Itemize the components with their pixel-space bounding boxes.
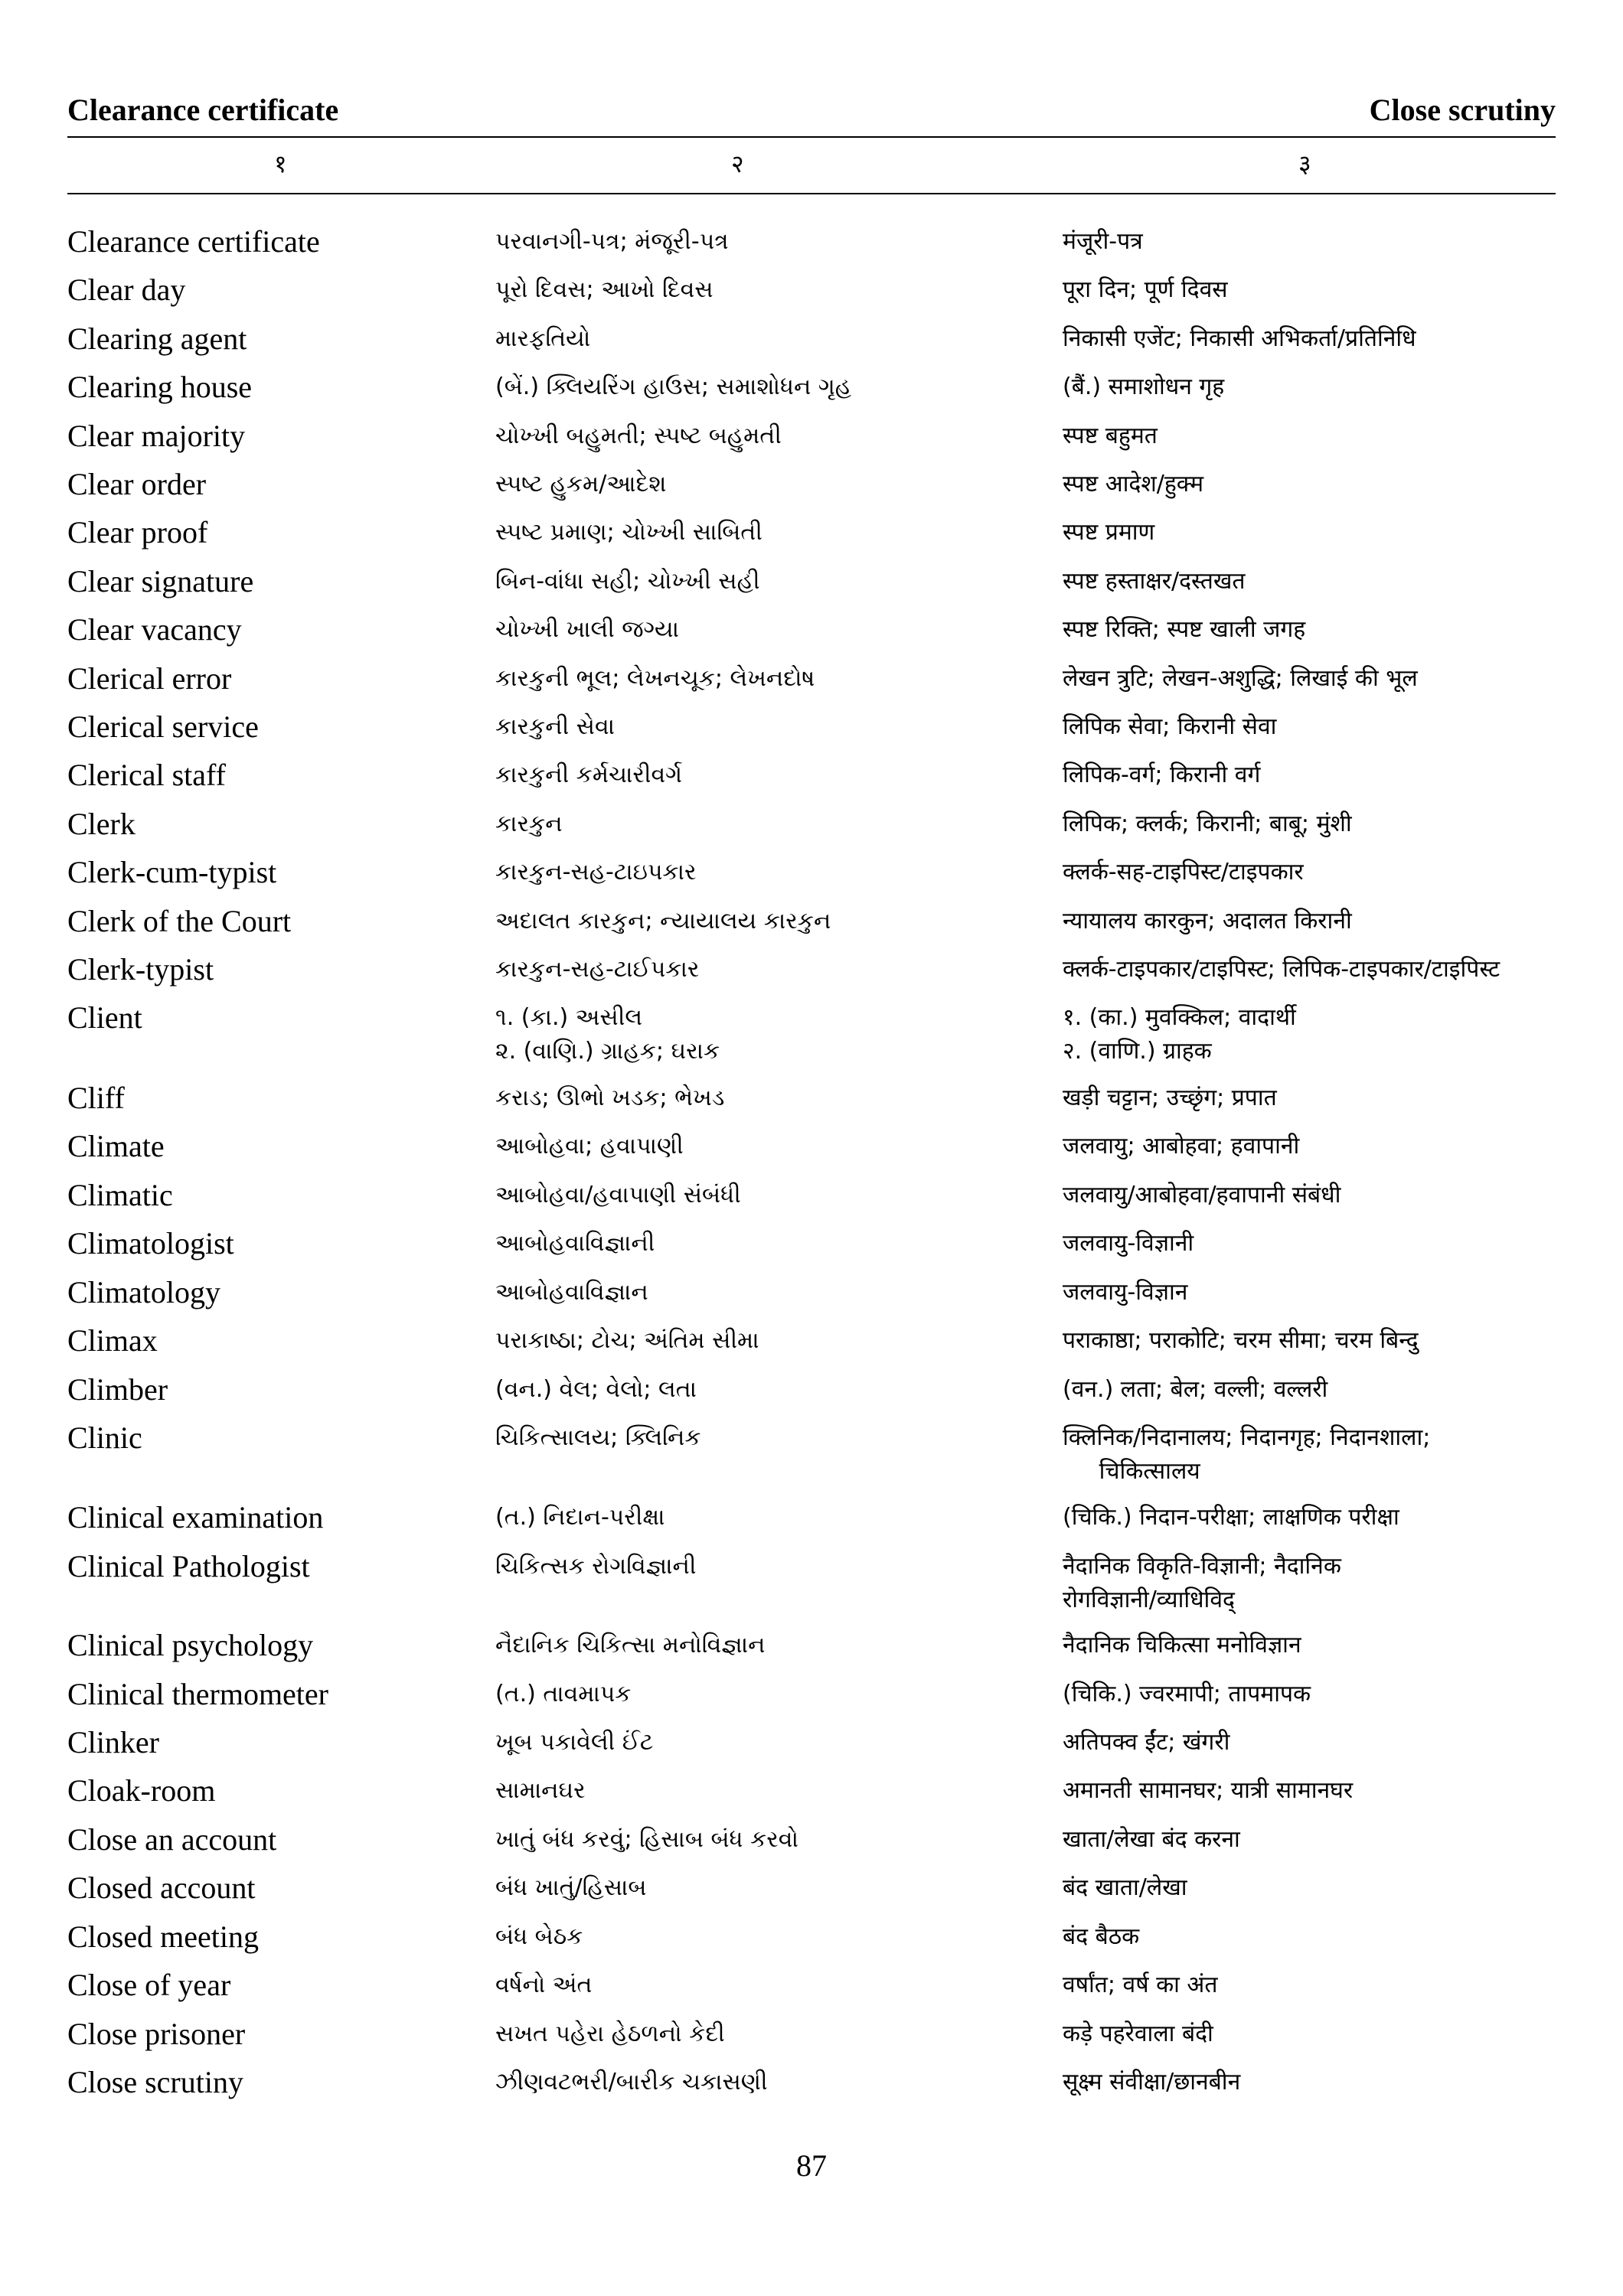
english-term: Clear majority: [67, 419, 246, 453]
hindi-line: खाता/लेखा बंद करना: [1063, 1826, 1240, 1853]
hindi-line: (बैं.) समाशोधन गृह: [1063, 373, 1225, 400]
english-term: Close of year: [67, 1968, 231, 2002]
gujarati-line: અદાલત કારકુન; ન્યાયાલય કારકુન: [495, 908, 831, 934]
gujarati-line: સામાનઘર: [495, 1777, 586, 1804]
english-term: Closed account: [67, 1870, 256, 1905]
hindi-equivalent: [1063, 1678, 1311, 1711]
gujarati-line: પરવાનગી-પત્ર; મંજૂરી-પત્ર: [495, 228, 729, 255]
gujarati-line: ચિકિત્સાલય; ક્લિનિક: [495, 1424, 701, 1451]
hindi-line: १. (का.) मुवक्किल; वादार्थी: [1063, 1004, 1296, 1031]
running-head-last-term: Close scrutiny: [1369, 93, 1556, 127]
hindi-equivalent: [1063, 565, 1245, 598]
gujarati-equivalent: [495, 2017, 725, 2051]
gujarati-equivalent: [495, 1324, 759, 1358]
hindi-equivalent: [1063, 1001, 1296, 1068]
hindi-equivalent: [1063, 468, 1203, 501]
gujarati-equivalent: [495, 905, 831, 938]
hindi-line: अमानती सामानघर; यात्री सामानघर: [1063, 1777, 1354, 1804]
gujarati-equivalent: [495, 1678, 631, 1711]
hindi-equivalent: [1063, 2066, 1240, 2099]
gujarati-line: ચોખ્ખી બહુમતી; સ્પષ્ટ બહુમતી: [495, 422, 782, 449]
hindi-line: बंद बैठक: [1063, 1923, 1140, 1950]
hindi-equivalent: [1063, 807, 1352, 841]
english-term: Clearing agent: [67, 321, 247, 356]
gujarati-line: આબોહવા; હવાપાણી: [495, 1133, 684, 1159]
gujarati-equivalent: [495, 1373, 697, 1407]
hindi-line: स्पष्ट रिक्ति; स्पष्ट खाली जगह: [1063, 616, 1306, 643]
gujarati-line: નૈદાનિક ચિકિત્સા મનોવિજ્ઞાન: [495, 1632, 766, 1658]
gujarati-equivalent: [495, 468, 666, 501]
gujarati-line: કરાડ; ઊભો ખડક; ભેખડ: [495, 1084, 725, 1111]
gujarati-equivalent: [495, 1081, 724, 1115]
hindi-equivalent: [1063, 419, 1158, 453]
gujarati-line: ૧. (કા.) અસીલ: [495, 1004, 642, 1031]
hindi-line: क्लर्क-सह-टाइपिस्ट/टाइपकार: [1063, 859, 1304, 885]
english-term: Clerk-typist: [67, 952, 214, 987]
gujarati-equivalent: [495, 1001, 720, 1068]
hindi-equivalent: [1063, 1421, 1430, 1489]
page-number: 87: [796, 2148, 827, 2183]
gujarati-equivalent: [495, 1550, 696, 1583]
hindi-equivalent: [1063, 1774, 1353, 1808]
gujarati-line: આબોહવા/હવાપાણી સંબંધી: [495, 1182, 741, 1208]
column-number-english: १: [274, 149, 287, 178]
hindi-equivalent: [1063, 322, 1416, 356]
hindi-line: स्पष्ट प्रमाण: [1063, 519, 1155, 546]
hindi-equivalent: [1063, 1324, 1419, 1358]
hindi-line: जलवायु-विज्ञान: [1063, 1279, 1188, 1306]
gujarati-equivalent: [495, 1179, 741, 1212]
hindi-equivalent: [1063, 1968, 1217, 2002]
hindi-line: क्लिनिक/निदानालय; निदानगृह; निदानशाला;: [1063, 1424, 1431, 1451]
hindi-line: जलवायु-विज्ञानी: [1063, 1230, 1194, 1257]
english-term: Clear signature: [67, 564, 254, 598]
english-term: Clear proof: [67, 515, 208, 550]
hindi-line: लिपिक; क्लर्क; किरानी; बाबू; मुंशी: [1063, 810, 1352, 837]
hindi-line: जलवायु/आबोहवा/हवापानी संबंधी: [1063, 1182, 1341, 1208]
english-term: Clerk-cum-typist: [67, 855, 277, 889]
gujarati-equivalent: [495, 807, 563, 841]
gujarati-line: ચિકિત્સક રોગવિજ્ઞાની: [495, 1553, 697, 1580]
hindi-line: रोगविज्ञानी/व्याधिविद्: [1063, 1587, 1235, 1613]
gujarati-line: કારકુન: [495, 810, 563, 837]
hindi-equivalent: [1063, 905, 1352, 938]
gujarati-equivalent: [495, 322, 590, 356]
english-term: Clerical service: [67, 709, 259, 744]
gujarati-line: વર્ષનો અંત: [495, 1971, 593, 1998]
gujarati-equivalent: [495, 856, 696, 889]
gujarati-equivalent: [495, 1774, 586, 1808]
hindi-line: पूरा दिन; पूर्ण दिवस: [1063, 276, 1228, 303]
gujarati-equivalent: [495, 1130, 684, 1163]
gujarati-equivalent: [495, 1871, 646, 1905]
hindi-equivalent: [1063, 1501, 1399, 1534]
gujarati-equivalent: [495, 758, 682, 792]
english-term: Client: [67, 1000, 142, 1035]
gujarati-line: સખત પહેરા હેઠળનો કેદી: [495, 2020, 725, 2047]
english-term: Cloak-room: [67, 1773, 216, 1808]
gujarati-line: કારકુન-સહ-ટાઈપકાર: [495, 956, 700, 983]
gujarati-line: પૂરો દિવસ; આખો દિવસ: [495, 276, 714, 303]
hindi-line: लिपिक सेवा; किरानी सेवा: [1063, 713, 1277, 740]
gujarati-line: ઝીણવટભરી/બારીક ચકાસણી: [495, 2069, 768, 2095]
gujarati-equivalent: [495, 1823, 798, 1857]
english-term: Climber: [67, 1372, 168, 1407]
hindi-line: चिकित्सालय: [1063, 1458, 1200, 1485]
hindi-line: बंद खाता/लेखा: [1063, 1874, 1187, 1901]
gujarati-equivalent: [495, 710, 615, 744]
hindi-equivalent: [1063, 1726, 1229, 1760]
english-term: Clear order: [67, 467, 207, 501]
gujarati-line: ચોખ્ખી ખાલી જગ્યા: [495, 616, 679, 643]
english-term: Close prisoner: [67, 2017, 246, 2051]
english-term: Clinical thermometer: [67, 1677, 328, 1711]
gujarati-line: ખાતું બંધ કરવું; હિસાબ બંધ કરવો: [495, 1826, 798, 1853]
hindi-equivalent: [1063, 1920, 1139, 1954]
hindi-line: वर्षांत; वर्ष का अंत: [1063, 1971, 1218, 1998]
hindi-equivalent: [1063, 1550, 1341, 1617]
hindi-line: न्यायालय कारकुन; अदालत किरानी: [1063, 908, 1352, 934]
english-term: Clerical staff: [67, 758, 226, 792]
hindi-line: क्लर्क-टाइपकार/टाइपिस्ट; लिपिक-टाइपकार/टाइपिस्ट: [1063, 956, 1501, 983]
hindi-equivalent: [1063, 1629, 1301, 1662]
hindi-line: लेखन त्रुटि; लेखन-अशुद्धि; लिखाई की भूल: [1063, 665, 1418, 692]
english-term: Clinic: [67, 1420, 142, 1455]
hindi-line: जलवायु; आबोहवा; हवापानी: [1063, 1133, 1300, 1159]
hindi-equivalent: [1063, 710, 1276, 744]
english-term: Climatic: [67, 1178, 173, 1212]
hindi-equivalent: [1063, 516, 1154, 550]
hindi-equivalent: [1063, 1871, 1187, 1905]
gujarati-line: (ત.) નિદાન-પરીક્ષા: [495, 1504, 665, 1531]
gujarati-line: ૨. (વાણિ.) ગ્રાહક; ઘરાક: [495, 1038, 720, 1065]
hindi-equivalent: [1063, 273, 1228, 307]
hindi-equivalent: [1063, 613, 1305, 647]
hindi-equivalent: [1063, 662, 1418, 696]
column-number-hindi: ३: [1298, 149, 1311, 178]
english-term: Clearance certificate: [67, 224, 320, 259]
english-term: Cliff: [67, 1081, 125, 1115]
gujarati-line: આબોહવાવિજ્ઞાની: [495, 1230, 655, 1257]
hindi-equivalent: [1063, 856, 1304, 889]
gujarati-equivalent: [495, 565, 760, 598]
gujarati-line: (બેં.) ક્લિયરિંગ હાઉસ; સમાશોધન ગૃહ: [495, 373, 852, 400]
english-term: Clinker: [67, 1725, 159, 1760]
hindi-equivalent: [1063, 1179, 1341, 1212]
hindi-equivalent: [1063, 1227, 1194, 1261]
gujarati-equivalent: [495, 273, 714, 307]
hindi-line: मंजूरी-पत्र: [1063, 228, 1143, 255]
hindi-line: (चिकि.) निदान-परीक्षा; लाक्षणिक परीक्षा: [1063, 1504, 1399, 1531]
english-term: Climax: [67, 1323, 158, 1358]
english-term: Climate: [67, 1129, 165, 1163]
gujarati-equivalent: [495, 2066, 768, 2099]
hindi-equivalent: [1063, 758, 1260, 792]
english-term: Clerk: [67, 807, 136, 841]
gujarati-line: મારફતિયો: [495, 325, 591, 352]
gujarati-equivalent: [495, 370, 851, 404]
hindi-equivalent: [1063, 370, 1224, 404]
hindi-line: खड़ी चट्टान; उच्छृंग; प्रपात: [1063, 1084, 1277, 1111]
gujarati-line: કારકુની કર્મચારીવર્ગ: [495, 762, 683, 788]
gujarati-line: સ્પષ્ટ હુકમ/આદેશ: [495, 471, 667, 497]
gujarati-line: ખૂબ પકાવેલી ઈંટ: [495, 1729, 654, 1756]
gujarati-line: કારકુની સેવા: [495, 713, 616, 740]
english-term: Close an account: [67, 1822, 277, 1857]
gujarati-equivalent: [495, 1421, 701, 1455]
gujarati-equivalent: [495, 1501, 665, 1534]
running-head-first-term: Clearance certificate: [67, 93, 339, 127]
gujarati-equivalent: [495, 1276, 648, 1309]
gujarati-equivalent: [495, 662, 815, 696]
hindi-equivalent: [1063, 1823, 1240, 1857]
english-term: Clearing house: [67, 370, 253, 404]
hindi-line: निकासी एजेंट; निकासी अभिकर्ता/प्रतिनिधि: [1063, 325, 1416, 352]
gujarati-equivalent: [495, 1968, 592, 2002]
gujarati-line: પરાકાષ્ઠા; ટોચ; અંતિમ સીમા: [495, 1327, 759, 1354]
gujarati-equivalent: [495, 953, 699, 987]
gujarati-line: કારકુની ભૂલ; લેખનચૂક; લેખનદોષ: [495, 665, 815, 692]
gujarati-equivalent: [495, 419, 782, 453]
english-term: Climatologist: [67, 1226, 234, 1261]
hindi-line: स्पष्ट हस्ताक्षर/दस्तखत: [1063, 568, 1246, 595]
english-term: Close scrutiny: [67, 2065, 243, 2099]
hindi-line: स्पष्ट बहुमत: [1063, 422, 1158, 449]
hindi-equivalent: [1063, 225, 1143, 259]
gujarati-line: કારકુન-સહ-ટાઇપકાર: [495, 859, 697, 885]
hindi-equivalent: [1063, 953, 1500, 987]
gujarati-equivalent: [495, 1920, 583, 1954]
hindi-line: सूक्ष्म संवीक्षा/छानबीन: [1063, 2069, 1241, 2095]
hindi-line: २. (वाणि.) ग्राहक: [1063, 1038, 1212, 1065]
gujarati-line: સ્પષ્ટ પ્રમાણ; ચોખ્ખી સાબિતી: [495, 519, 763, 546]
gujarati-equivalent: [495, 613, 679, 647]
hindi-equivalent: [1063, 1130, 1299, 1163]
hindi-line: स्पष्ट आदेश/हुक्म: [1063, 471, 1204, 497]
english-term: Closed meeting: [67, 1919, 259, 1954]
english-term: Clerk of the Court: [67, 904, 292, 938]
hindi-line: लिपिक-वर्ग; किरानी वर्ग: [1063, 762, 1261, 788]
gujarati-line: (વન.) વેલ; વેલો; લતા: [495, 1376, 697, 1403]
hindi-line: (वन.) लता; बेल; वल्ली; वल्लरी: [1063, 1376, 1328, 1403]
gujarati-equivalent: [495, 516, 763, 550]
hindi-equivalent: [1063, 1276, 1187, 1309]
gujarati-line: બંધ બેઠક: [495, 1923, 583, 1950]
english-term: Clinical psychology: [67, 1628, 314, 1662]
gujarati-equivalent: [495, 1227, 655, 1261]
english-term: Clinical examination: [67, 1500, 324, 1534]
hindi-line: अतिपक्व ईंट; खंगरी: [1063, 1729, 1230, 1756]
hindi-equivalent: [1063, 1081, 1277, 1115]
gujarati-line: (ત.) તાવમાપક: [495, 1681, 632, 1707]
hindi-line: कड़े पहरेवाला बंदी: [1063, 2020, 1213, 2047]
hindi-equivalent: [1063, 2017, 1213, 2051]
hindi-line: (चिकि.) ज्वरमापी; तापमापक: [1063, 1681, 1311, 1707]
gujarati-equivalent: [495, 225, 729, 259]
hindi-equivalent: [1063, 1373, 1327, 1407]
gujarati-line: આબોહવાવિજ્ઞાન: [495, 1279, 648, 1306]
english-term: Clear vacancy: [67, 612, 242, 647]
english-term: Climatology: [67, 1275, 220, 1309]
column-number-gujarati: २: [731, 149, 744, 178]
gujarati-line: બંધ ખાતું/હિસાબ: [495, 1874, 647, 1901]
gujarati-equivalent: [495, 1726, 653, 1760]
hindi-line: पराकाष्ठा; पराकोटि; चरम सीमा; चरम बिन्दु: [1063, 1327, 1419, 1354]
english-term: Clinical Pathologist: [67, 1549, 310, 1583]
gujarati-line: બિન-વાંધા સહી; ચોખ્ખી સહી: [495, 568, 760, 595]
hindi-line: नैदानिक चिकित्सा मनोविज्ञान: [1063, 1632, 1301, 1658]
english-term: Clear day: [67, 272, 186, 307]
english-term: Clerical error: [67, 661, 232, 696]
gujarati-equivalent: [495, 1629, 765, 1662]
hindi-line: नैदानिक विकृति-विज्ञानी; नैदानिक: [1063, 1553, 1341, 1580]
